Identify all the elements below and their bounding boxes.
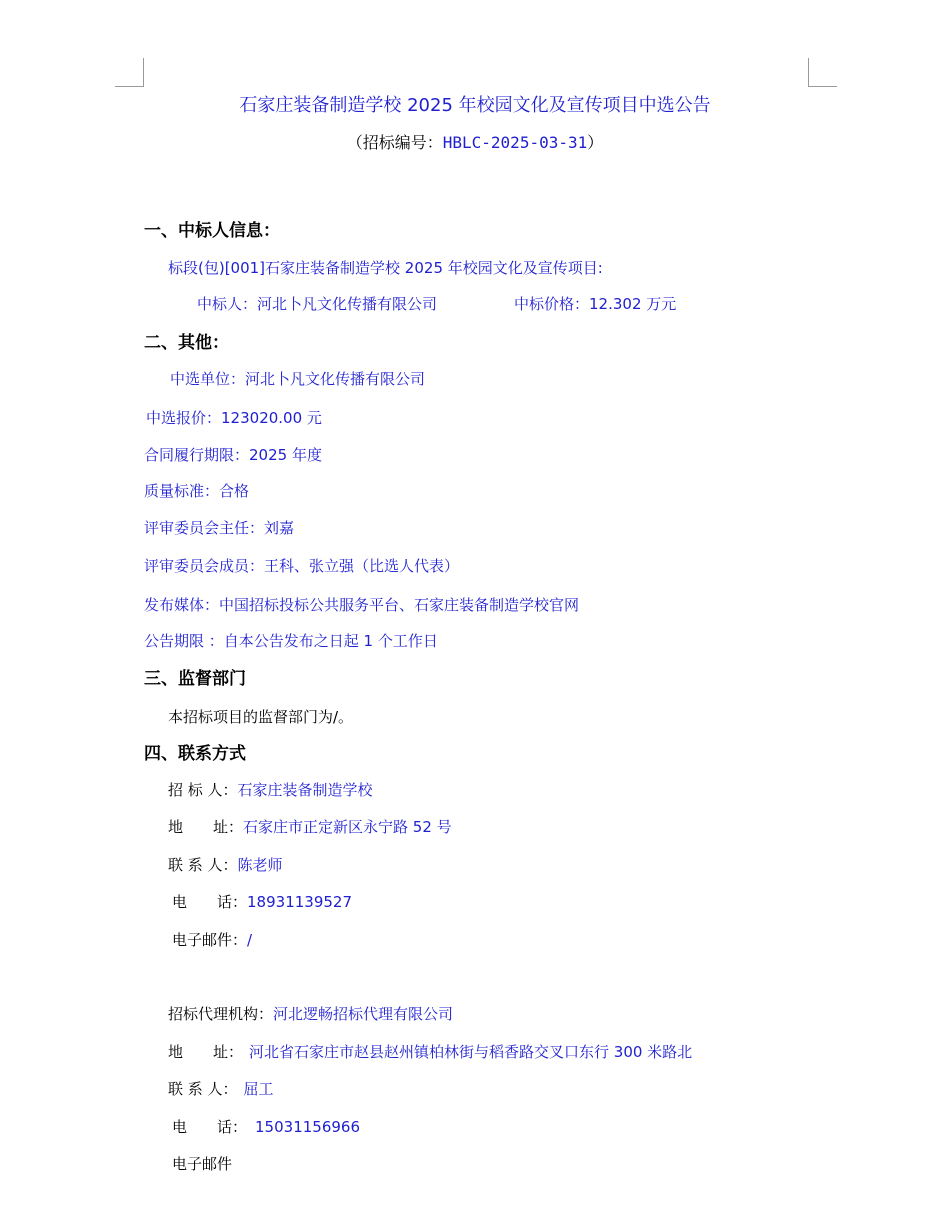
tender-number-prefix: （招标编号： xyxy=(346,133,443,152)
members-value: 王科、张立强（比选人代表） xyxy=(264,557,460,575)
lot-description: 标段(包)[001]石家庄装备制造学校 2025 年校园文化及宣传项目: xyxy=(168,259,603,277)
price-row xyxy=(514,294,676,314)
selected-unit-value: 河北卜凡文化传播有限公司 xyxy=(245,370,426,388)
supervision-text: 本招标项目的监督部门为/。 xyxy=(168,708,354,726)
quote-row xyxy=(146,408,322,428)
agency-contact-label: 联 系 人： xyxy=(168,1080,238,1098)
phone-row xyxy=(172,892,352,912)
agency-row xyxy=(168,1004,453,1024)
quote-label: 中选报价： xyxy=(146,409,222,427)
document-title: 石家庄装备制造学校 2025 年校园文化及宣传项目中选公告 xyxy=(239,95,711,116)
tenderer-value: 石家庄装备制造学校 xyxy=(237,781,373,799)
winner-value: 河北卜凡文化传播有限公司 xyxy=(257,295,438,313)
tender-number-suffix: ） xyxy=(587,133,604,152)
tender-number-code: HBLC-2025-03-31 xyxy=(442,133,588,152)
media-value: 中国招标投标公共服务平台、石家庄装备制造学校官网 xyxy=(219,596,580,614)
quote-value: 123020.00 元 xyxy=(221,409,322,427)
agency-address-label: 地 址： xyxy=(168,1043,244,1061)
agency-phone-row xyxy=(172,1117,360,1137)
phone-label: 电 话： xyxy=(172,893,248,911)
quality-value: 合格 xyxy=(219,482,250,500)
agency-phone-value: 15031156966 xyxy=(255,1118,360,1136)
address-value: 石家庄市正定新区永宁路 52 号 xyxy=(243,818,452,836)
agency-address-row xyxy=(168,1042,692,1062)
agency-label: 招标代理机构： xyxy=(168,1005,274,1023)
agency-address-value: 河北省石家庄市赵县赵州镇柏林街与稻香路交叉口东行 300 米路北 xyxy=(249,1043,693,1061)
winner-row xyxy=(197,294,437,314)
director-label: 评审委员会主任： xyxy=(144,519,265,537)
period-label: 公告期限 ： xyxy=(144,632,224,650)
selected-unit-row xyxy=(170,369,425,389)
price-value: 12.302 万元 xyxy=(589,295,677,313)
tender-number xyxy=(0,132,950,154)
director-value: 刘嘉 xyxy=(264,519,295,537)
address-row xyxy=(168,817,452,837)
agency-value: 河北逻畅招标代理有限公司 xyxy=(273,1005,454,1023)
agency-contact-value: 屈工 xyxy=(243,1080,274,1098)
page-corner-mark-top-left xyxy=(115,58,144,87)
section2-heading: 二、其他： xyxy=(144,333,229,353)
agency-phone-label: 电 话： xyxy=(172,1118,248,1136)
phone-value: 18931139527 xyxy=(247,893,352,911)
period-row xyxy=(144,631,438,651)
term-value: 2025 年度 xyxy=(249,446,322,464)
tenderer-row xyxy=(168,780,373,800)
section3-heading: 三、监督部门 xyxy=(144,669,246,689)
tenderer-label: 招 标 人： xyxy=(168,781,238,799)
section4-heading: 四、联系方式 xyxy=(144,744,246,764)
agency-contact-row xyxy=(168,1079,274,1099)
term-row xyxy=(144,445,322,465)
address-label: 地 址： xyxy=(168,818,244,836)
director-row xyxy=(144,518,294,538)
price-label: 中标价格： xyxy=(514,295,590,313)
email-row xyxy=(172,930,252,950)
email-label: 电子邮件： xyxy=(172,931,248,949)
section1-heading: 一、中标人信息： xyxy=(144,221,280,241)
media-label: 发布媒体： xyxy=(144,596,220,614)
members-label: 评审委员会成员： xyxy=(144,557,265,575)
agency-email-label: 电子邮件 xyxy=(172,1155,233,1173)
period-value: 自本公告发布之日起 1 个工作日 xyxy=(223,632,438,650)
term-label: 合同履行期限： xyxy=(144,446,250,464)
selected-unit-label: 中选单位： xyxy=(170,370,246,388)
quality-label: 质量标准： xyxy=(144,482,220,500)
media-row xyxy=(144,595,579,615)
contact-row xyxy=(168,855,283,875)
page-corner-mark-top-right xyxy=(808,58,837,87)
winner-label: 中标人： xyxy=(197,295,258,313)
contact-value: 陈老师 xyxy=(237,856,283,874)
contact-label: 联 系 人： xyxy=(168,856,238,874)
email-value: / xyxy=(247,931,253,949)
members-row xyxy=(144,556,459,576)
quality-row xyxy=(144,481,249,501)
